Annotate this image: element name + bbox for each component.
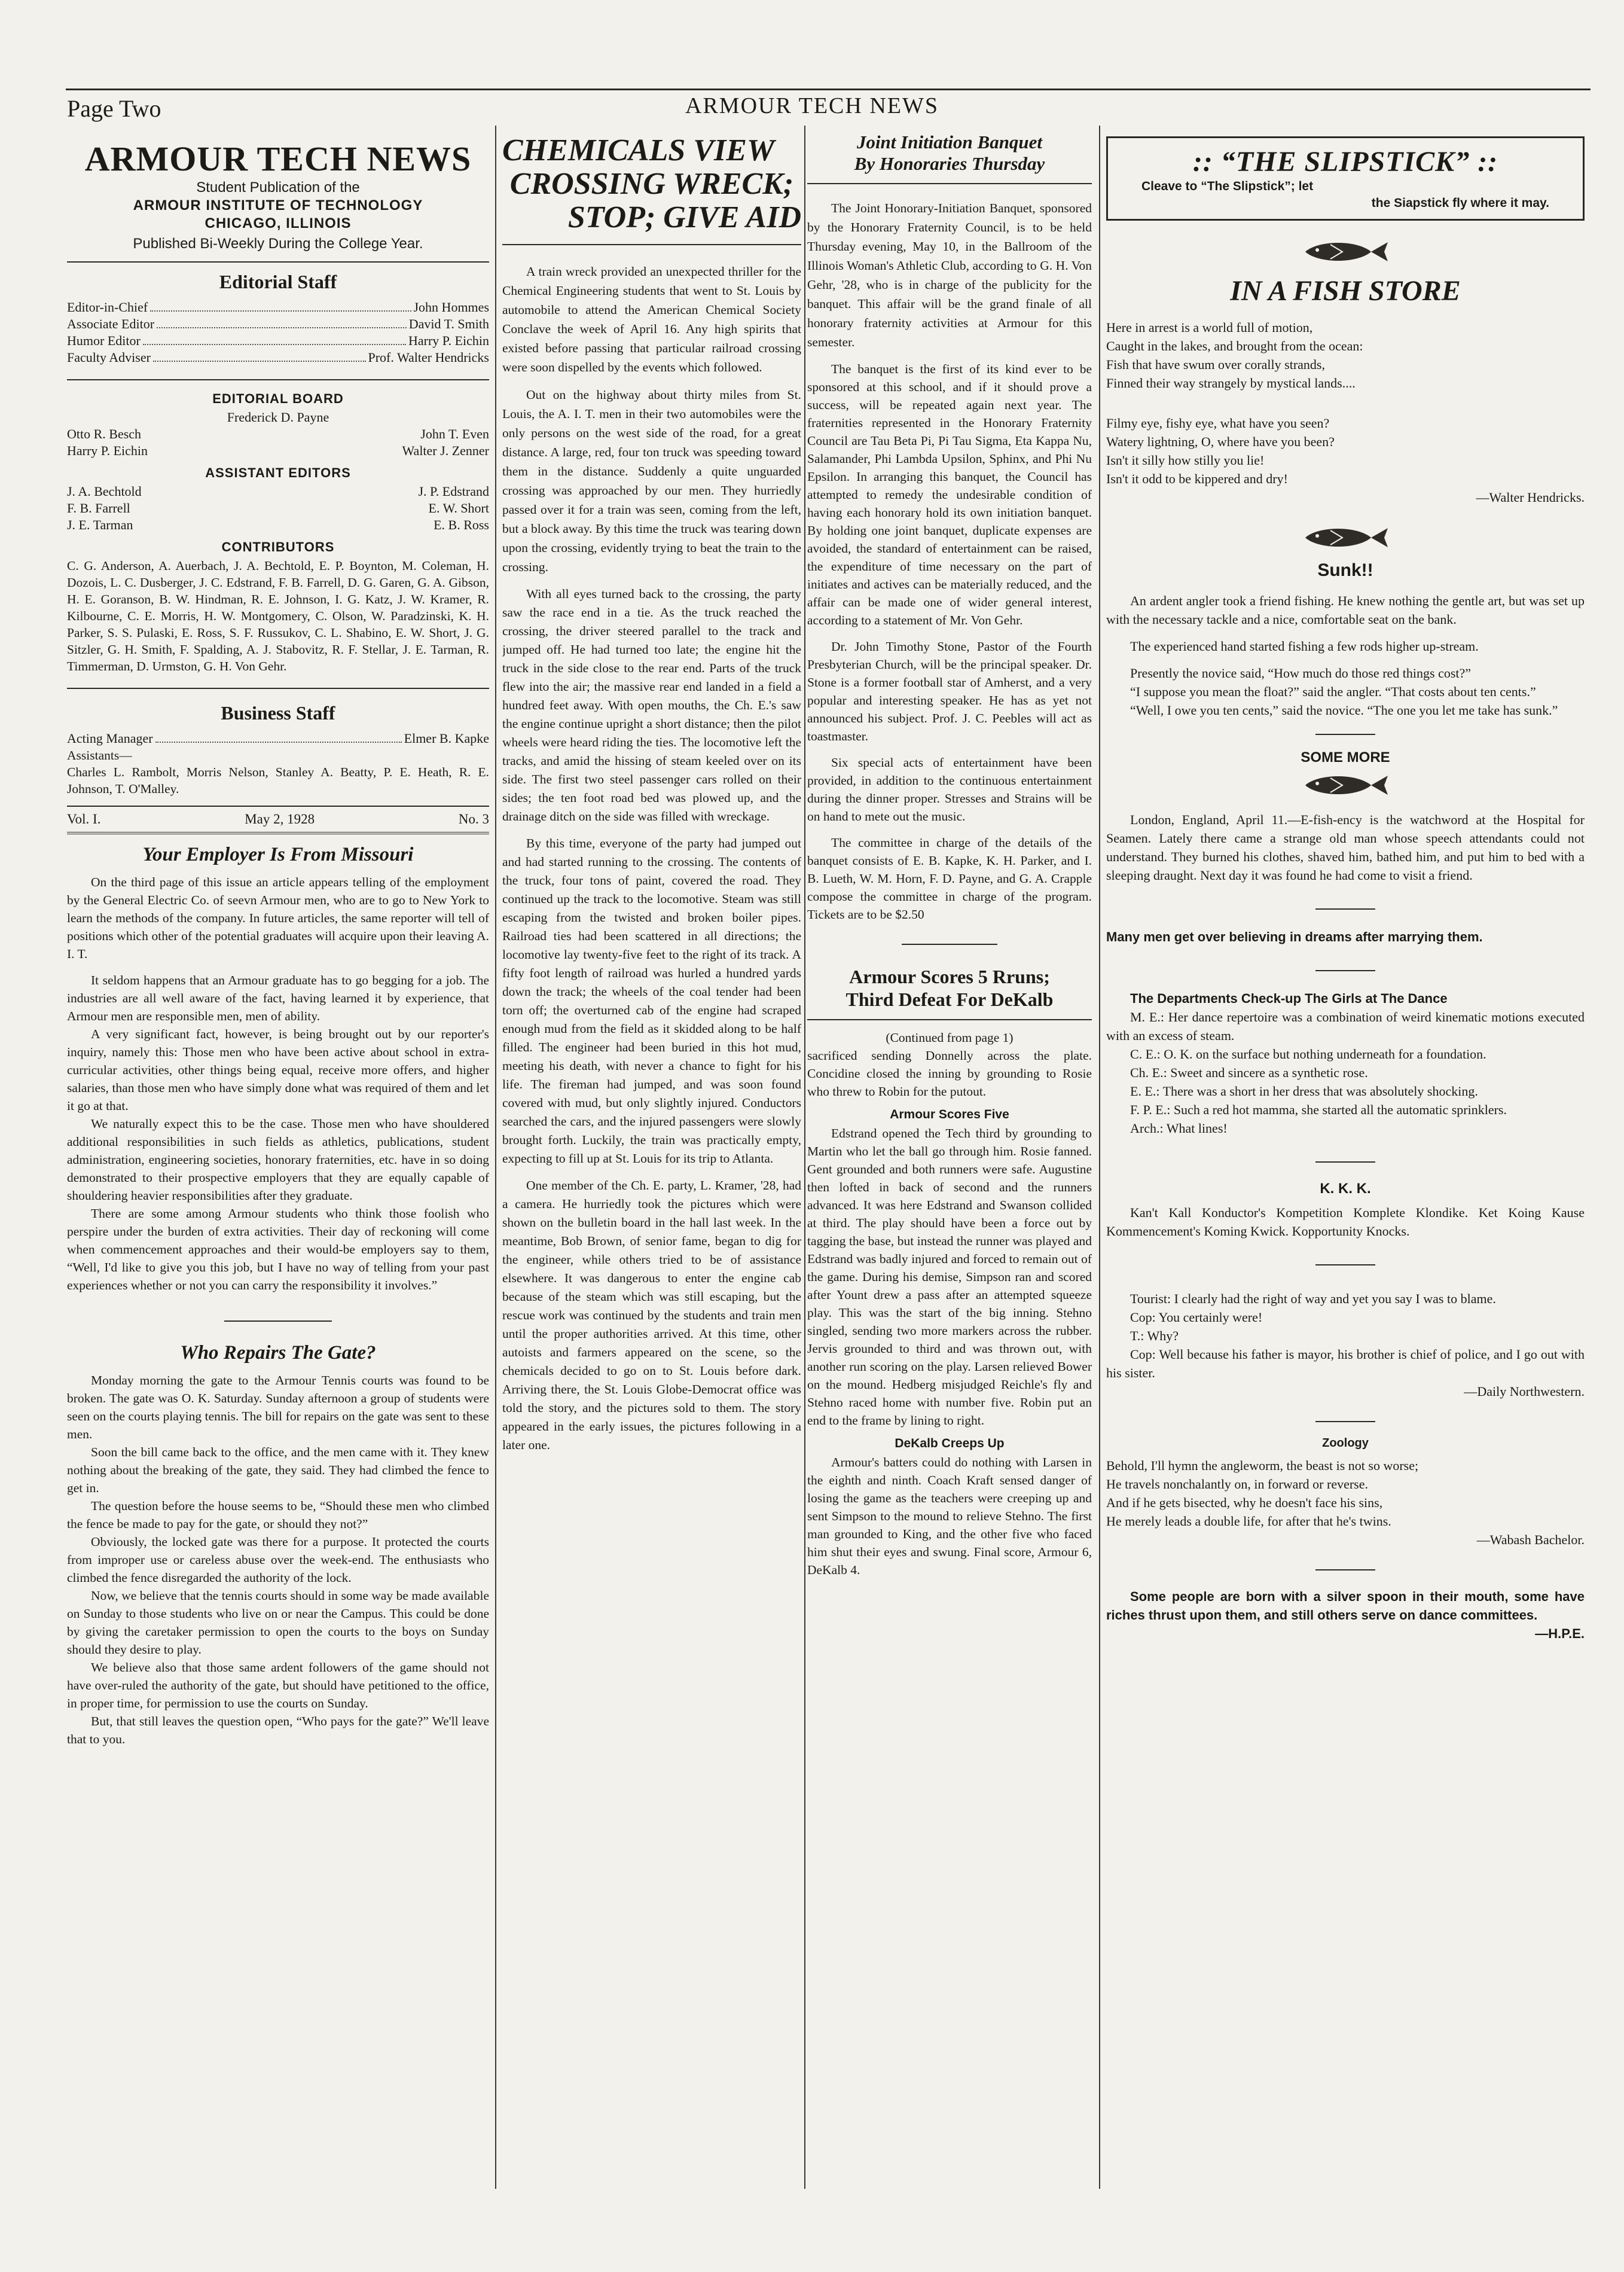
- poem-line: He travels nonchalantly on, in forward or reverse.: [1106, 1477, 1369, 1492]
- poem-line: Finned their way strangely by mystical lands....: [1106, 376, 1356, 391]
- paragraph: “Well, I owe you ten cents,” said the novice. “The one you let me take has sunk.”: [1130, 703, 1558, 718]
- paragraph: Ch. E.: Sweet and sincere as a synthetic rose.: [1130, 1065, 1368, 1080]
- assistant-name: J. A. Bechtold: [67, 484, 142, 499]
- divider: [67, 806, 489, 807]
- paragraph: sacrificed sending Donnelly across the plate. Concidine closed the inning by grounding to Rosie who threw to Robin for the putout.: [807, 1048, 1092, 1099]
- assistant-name: E. B. Ross: [434, 517, 489, 532]
- joke-title: The Departments Check-up The Girls at The Dance: [1130, 991, 1448, 1006]
- assistant-name: J. P. Edstrand: [418, 484, 489, 499]
- section-heading: Business Staff: [221, 702, 335, 724]
- joke-title: Sunk!!: [1317, 560, 1373, 580]
- paragraph: Out on the highway about thirty miles from St. Louis, the A. I. T. men in their two automobiles were the only persons on the west side of the road, for a great distance. A large, red, four ton truck was speeding toward them in the distance. Suddenly a quite unguarded crossing was approached by our men. They hurriedly passed over it for a train was seen, coming from the left, but a block away. By this time the truck was tearing down upon the crossing, evidently trying to beat the train to the crossing.: [502, 388, 801, 574]
- running-head: ARMOUR TECH NEWS: [685, 93, 939, 118]
- staff-role: Editor-in-Chief: [67, 300, 148, 315]
- employer-article: [67, 873, 489, 1294]
- assistant-name: F. B. Farrell: [67, 501, 130, 516]
- paragraph: Presently the novice said, “How much do those red things cost?”: [1130, 666, 1472, 681]
- board-name: John T. Even: [420, 426, 489, 441]
- quip: Many men get over believing in dreams after marrying them.: [1106, 929, 1483, 944]
- poem-line: Isn't it odd to be kippered and dry!: [1106, 471, 1288, 486]
- masthead-line: Student Publication of the: [196, 179, 360, 196]
- column-2: [502, 126, 801, 2219]
- divider: [1315, 908, 1375, 910]
- divider: [1315, 970, 1375, 971]
- slipstick-box: [1106, 136, 1585, 221]
- contributors-heading: CONTRIBUTORS: [221, 539, 335, 554]
- staff-role: Associate Editor: [67, 316, 155, 331]
- article-headline: Joint Initiation Banquet: [856, 132, 1043, 153]
- assistant-name: J. E. Tarman: [67, 517, 133, 532]
- column-rule: [804, 126, 805, 2189]
- paragraph: Now, we believe that the tennis courts should in some way be made available on Sunday to those students who live on or near the Campus. This could be done by giving the caretaker permission to open the courts to the boys on Sunday should they desire to play.: [67, 1588, 489, 1657]
- assistant-row: [67, 483, 489, 500]
- paragraph: Edstrand opened the Tech third by grounding to Martin who let the ball go through him. Rosie fanned. Gent grounded and both runners were safe. Augustine then lofted in back of second and the runners advanced. It was here Edstrand and Swanson collided at third. The play should have been a force out by tagging the base, but instead the runner was played and Edstrand was badly injured and forced to remain out of the game. During his demise, Simpson ran and scored after Yount drew a pass after an attempted squeeze play. This was the start of the big inning. Stehno singled, sending two more markers across the rubber. Jervis grounded to third and was thrown out, with another run scoring on the play. Larsen relieved Bower on the mound. Hedberg misjudged Reichle's fly and Stehno raced home with number five. Robin put an end to the frame by lining to right.: [807, 1126, 1092, 1428]
- staff-name: David T. Smith: [408, 316, 489, 331]
- paragraph: T.: Why?: [1130, 1328, 1179, 1343]
- source: —Wabash Bachelor.: [1476, 1532, 1585, 1547]
- poem-line: Watery lightning, O, where have you been?: [1106, 434, 1335, 449]
- divider: [502, 244, 801, 245]
- poem-title: IN A FISH STORE: [1230, 275, 1461, 307]
- paragraph: E. E.: There was a short in her dress that was absolutely shocking.: [1130, 1084, 1478, 1099]
- quip-signature: —H.P.E.: [1535, 1626, 1585, 1641]
- poem-line: He merely leads a double life, for after that he's twins.: [1106, 1514, 1391, 1529]
- subheading: Armour Scores Five: [890, 1108, 1009, 1121]
- column-rule: [495, 126, 496, 2189]
- sunk-joke: [1106, 591, 1585, 719]
- paragraph: C. E.: O. K. on the surface but nothing underneath for a foundation.: [1130, 1047, 1486, 1062]
- poem-author: —Walter Hendricks.: [1476, 490, 1585, 505]
- article-headline: CROSSING WRECK;: [509, 167, 794, 201]
- joke-title: SOME MORE: [1301, 749, 1390, 766]
- board-row: [67, 426, 489, 443]
- page-label: Page Two: [67, 95, 161, 122]
- column-3: [807, 126, 1092, 2219]
- banquet-article: [807, 199, 1092, 923]
- paragraph: A very significant fact, however, is being brought out by our reporter's inquiry, namely this: Those men who have been active about school in extra-curricular activities, other things being equal, receive more offers, and higher salaries, than those men who have simply done what was required of them and let it go at that.: [67, 1027, 489, 1113]
- subheading: DeKalb Creeps Up: [895, 1437, 1005, 1450]
- chemicals-article: [502, 262, 801, 1454]
- paragraph: One member of the Ch. E. party, L. Kramer, '28, had a camera. He hurriedly took the pictures which were shown on the bulletin board in the hall last week. In the meantime, Bob Brown, of senior fame, began to dig for the engineer, while others tried to be of assistance elsewhere. It was dangerous to enter the engine cab because of the steam which was still escaping, but the rescue work was continued by the students and train men until the proper authorities arrived. At this time, other autoists and farmers appeared on the scene, so the chemicals decided to go on to St. Louis before dark. Arriving there, the St. Louis Globe-Democrat office was told the story, and the pictures sold to them. The story appeared in the early issues, the pictures following in a later one.: [502, 1178, 801, 1452]
- paragraph: But, that still leaves the question open, “Who pays for the gate?” We'll leave that to you.: [67, 1714, 489, 1746]
- divider: [807, 1019, 1092, 1020]
- fish-icon: [1301, 239, 1390, 265]
- section-heading: Editorial Staff: [219, 271, 337, 292]
- paragraph: With all eyes turned back to the crossing, the party saw the race end in a tie. As the truck reached the crossing, the driver steered parallel to the track and jumped off. He had turned too late; the engine hit the truck in the side close to the rear end. Parts of the truck flew into the air; the massive rear end landed in a field a hundred feet away. With open mouths, the Ch. E.'s saw the engine continue upright a short distance; then the pilot wheels were heard riding the ties. The locomotive left the tracks, and amid the hissing of steam keeled over on its side. The first two steel passenger cars rolled on their sides; the ten foot road bed was plowed up, and the drainage ditch on the side was filled with wreckage.: [502, 587, 801, 824]
- poem-title: Zoology: [1322, 1437, 1369, 1450]
- staff-name: Elmer B. Kapke: [404, 731, 489, 746]
- paragraph: An ardent angler took a friend fishing. He knew nothing the gentle art, but was set up with the necessary tackle and a nice, comfortable seat on the bank.: [1106, 593, 1585, 627]
- board-name: Otto R. Besch: [67, 426, 142, 441]
- slipstick-motto: the Siapstick fly where it may.: [1371, 196, 1549, 210]
- masthead-title: ARMOUR TECH NEWS: [84, 139, 472, 178]
- divider: [1315, 1421, 1375, 1422]
- paragraph: There are some among Armour students who think those foolish who perspire under the burden of extra activities. Their day of reckoning will come when commencement approaches and their would-be employers say to them, “Well, I'd like to give you this job, but I have no way of telling from your past experiences whether or not you can carry the responsibility it involves.”: [67, 1206, 489, 1292]
- paragraph: The banquet is the first of its kind ever to be sponsored at this school, and if it should prove a success, will be repeated again next year. The fraternities represented in the Honorary Fraternity Council are Tau Beta Pi, Pi Tau Sigma, Eta Kappa Nu, Salamander, Phi Lambda Upsilon, Sphinx, and Phi Nu Epsilon. In arranging this banquet, the Council has attempted to remedy the undesirable condition of having each honorary hold its own initiation banquet. By holding one joint banquet, duplicate expenses are avoided, the standard of entertainment can be raised, the expenditure of time necessary on the part of initiates and actives can be materially reduced, and the affair can be made one of wider general interest, according to a statement of Mr. Von Gehr.: [807, 362, 1092, 627]
- slipstick-motto: Cleave to “The Slipstick”; let: [1141, 179, 1314, 193]
- staff-role: Faculty Adviser: [67, 350, 151, 365]
- contributors-list: C. G. Anderson, A. Auerbach, J. A. Bechtold, E. P. Boynton, M. Coleman, H. Dozois, L. C. Dusberger, J. C. Edstrand, F. B. Farrell, D. G. Garen, G. A. Gibson, H. E. Goranson, B. W. Hindman, R. E. Johnson, I. G. Katz, J. W. Kramer, R. Kilbourne, C. E. Morris, H. W. Montgomery, C. Olson, W. Paradzinski, K. H. Parker, S. S. Pulaski, E. Ross, S. F. Russukov, C. L. Shabino, E. W. Short, J. G. Sitzler, G. H. Smith, F. Spalding, A. J. Stabovitz, R. F. Stellar, J. E. Tarman, R. Timmerman, D. Urmston, G. H. Von Gehr.: [67, 559, 489, 673]
- issue-date: May 2, 1928: [245, 812, 315, 827]
- board-row: [67, 443, 489, 459]
- paragraph: Dr. John Timothy Stone, Pastor of the Fourth Presbyterian Church, will be the principal speaker. Dr. Stone is a former football star of Amherst, and a very popular and interesting speaker. He has as yet not announced his subject. Prof. J. C. Peebles will act as toastmaster.: [807, 639, 1092, 743]
- board-name: Frederick D. Payne: [227, 410, 329, 425]
- article-headline: CHEMICALS VIEW: [502, 133, 775, 167]
- staff-row: [67, 299, 489, 316]
- column-1: [67, 126, 489, 2219]
- article-headline: Who Repairs The Gate?: [180, 1342, 376, 1364]
- poem-line: Fish that have swum over corally strands,: [1106, 357, 1325, 372]
- divider: [807, 183, 1092, 184]
- divider: [1315, 1264, 1375, 1265]
- assistants-list: Charles L. Rambolt, Morris Nelson, Stanley A. Beatty, P. E. Heath, R. E. Johnson, T. O'Malley.: [67, 765, 489, 796]
- staff-name: Harry P. Eichin: [408, 333, 489, 348]
- paragraph: Armour's batters could do nothing with Larsen in the eighth and ninth. Coach Kraft sensed danger of losing the game as the teachers were creeping up and sent Simpson to the mound to relieve Stehno. The first man grounded to King, and the other five who faced him shut their eyes and swung. Final score, Armour 6, DeKalb 4.: [807, 1455, 1092, 1577]
- divider: [1315, 1161, 1375, 1163]
- board-name: Walter J. Zenner: [402, 443, 489, 458]
- source: —Daily Northwestern.: [1464, 1384, 1585, 1399]
- article-headline: STOP; GIVE AID: [567, 200, 801, 234]
- staff-row: [67, 333, 489, 349]
- assistant-name: E. W. Short: [428, 501, 489, 516]
- paragraph: We naturally expect this to be the case. Those men who have shouldered additional responsibilities in such fields as athletics, publications, student administration, engineering societies, honorary fraternities, etc. have in so doing demonstrated to their prospective employers that they are equally capable of shouldering heavier responsibilities after they graduate.: [67, 1117, 489, 1203]
- staff-role: Humor Editor: [67, 333, 141, 348]
- paragraph: The question before the house seems to be, “Should these men who climbed the fence be made to pay for the gate, or should they not?”: [67, 1499, 489, 1531]
- quip: Some people are born with a silver spoon in their mouth, some have riches thrust upon them, and still others serve on dance committees.: [1106, 1589, 1585, 1623]
- divider: [1315, 1569, 1375, 1570]
- joke-title: K. K. K.: [1320, 1181, 1371, 1197]
- column-4-slipstick: [1106, 126, 1585, 2219]
- assistant-heading: ASSISTANT EDITORS: [205, 465, 351, 480]
- paragraph: Kan't Kall Konductor's Kompetition Komplete Klondike. Ket Koing Kause Kommencement's Koming Kwick. Kopportunity Knocks.: [1106, 1205, 1585, 1239]
- assistants-label: Assistants—: [67, 748, 132, 763]
- baseball-article: [807, 1029, 1092, 1579]
- divider: [67, 261, 489, 263]
- departments-joke: [1106, 1008, 1585, 1137]
- zoology-poem: [1106, 1456, 1585, 1549]
- masthead-line: ARMOUR INSTITUTE OF TECHNOLOGY: [133, 197, 423, 214]
- poem-line: Isn't it silly how stilly you lie!: [1106, 453, 1265, 468]
- staff-row: [67, 316, 489, 333]
- staff-role: Acting Manager: [67, 731, 153, 746]
- board-heading: EDITORIAL BOARD: [212, 391, 344, 406]
- paragraph: By this time, everyone of the party had jumped out and had started running to the crossing. The contents of the truck, four tons of paint, covered the road. They continued up the track to the locomotive. Steam was still escaping from the twisted and broken boiler pipes. Railroad ties had been scattered in all directions; the locomotive lay twenty-five feet to the right of its track. A fifty foot length of railroad was hurled a hundred yards down the track; the wheels of the coal tender had been torn off; the overturned cab of the engine had scraped enough mud from the field as it skidded along to be half filled. The engineer had been buried in this hot mud, meeting his death, with never a chance to fight for his life. The fireman had jumped, and was soon found covered with mud, but only slightly injured. Conductors searched the cars, and the injured passengers were slowly brought forth. Luckily, the train was practically empty, expecting to fill up at St. Louis for its trip to Atlanta.: [502, 836, 801, 1166]
- issue-line: [67, 809, 489, 829]
- divider: [224, 1320, 332, 1322]
- staff-row: [67, 349, 489, 366]
- issue-number: No. 3: [458, 812, 489, 827]
- masthead-line: Published Bi-Weekly During the College Year.: [133, 236, 423, 252]
- continued-note: (Continued from page 1): [886, 1030, 1014, 1045]
- paragraph: Cop: You certainly were!: [1130, 1310, 1263, 1325]
- article-headline: Third Defeat For DeKalb: [845, 989, 1054, 1010]
- fish-store-poem: [1106, 318, 1585, 507]
- divider: [67, 832, 489, 834]
- tourist-joke: [1106, 1289, 1585, 1401]
- poem-line: Filmy eye, fishy eye, what have you seen?: [1106, 416, 1330, 431]
- paragraph: “I suppose you mean the float?” said the angler. “That costs about ten cents.”: [1130, 684, 1536, 699]
- board-name: Harry P. Eichin: [67, 443, 148, 458]
- paragraph: Cop: Well because his father is mayor, his brother is chief of police, and I go out with his sister.: [1106, 1347, 1585, 1380]
- paragraph: Soon the bill came back to the office, and the men came with it. They knew nothing about the breaking of the gate, they said. They had climbed the fence to get in.: [67, 1445, 489, 1495]
- paragraph: F. P. E.: Such a red hot mamma, she started all the automatic sprinklers.: [1130, 1102, 1507, 1117]
- article-headline: Your Employer Is From Missouri: [142, 844, 414, 865]
- fish-icon: [1301, 524, 1390, 551]
- paragraph: London, England, April 11.—E-fish-ency is the watchword at the Hospital for Seamen. Lately there came a strange old man whose speech attendants could not understand. They burned his clothes, shaved him, bathed him, and put him to bed with a sleeping draught. Next day it was found he had come to visit a friend.: [1106, 812, 1585, 883]
- fish-icon: [1301, 772, 1390, 798]
- poem-line: And if he gets bisected, why he doesn't face his sins,: [1106, 1495, 1383, 1510]
- paragraph: Six special acts of entertainment have been provided, in addition to the continuous entertainment during the dinner proper. Stresses and Strains will be on hand to mete out the music.: [807, 755, 1092, 824]
- divider: [67, 379, 489, 380]
- column-rule: [1099, 126, 1100, 2189]
- poem-line: Caught in the lakes, and brought from the ocean:: [1106, 338, 1363, 353]
- paragraph: A train wreck provided an unexpected thriller for the Chemical Engineering students that went to St. Louis by automobile to attend the American Chemical Society Conclave the week of April 16. Any high spirits that existed before passing that particular railroad crossing were soon dispelled by the events which followed.: [502, 264, 801, 374]
- paragraph: Tourist: I clearly had the right of way and yet you say I was to blame.: [1130, 1291, 1496, 1306]
- masthead-line: CHICAGO, ILLINOIS: [204, 215, 352, 231]
- paragraph: Obviously, the locked gate was there for a purpose. It protected the courts from improper use or careless abuse over the week-end. The enthusiasts who climbed the fence disregarded the authority of the lock.: [67, 1535, 489, 1585]
- staff-name: Prof. Walter Hendricks: [368, 350, 489, 365]
- divider: [1315, 734, 1375, 735]
- poem-line: Here in arrest is a world full of motion,: [1106, 320, 1313, 335]
- poem-line: Behold, I'll hymn the angleworm, the beast is not so worse;: [1106, 1458, 1419, 1473]
- paragraph: Arch.: What lines!: [1130, 1121, 1228, 1136]
- slipstick-title: :: “THE SLIPSTICK” ::: [1192, 146, 1498, 178]
- staff-name: John Hommes: [413, 300, 489, 315]
- paragraph: The committee in charge of the details of the banquet consists of E. B. Kapke, K. H. Parker, and I. B. Lueth, W. M. Horn, F. D. Payne, and G. A. Crapple compose the committee in charge of the program. Tickets are to be $2.50: [807, 835, 1092, 922]
- business-row: [67, 730, 489, 747]
- top-rule: [66, 89, 1591, 90]
- staff-list: [67, 299, 489, 366]
- paragraph: Monday morning the gate to the Armour Tennis courts was found to be broken. The gate was O. K. Saturday. Sunday afternoon a group of students were seen on the courts playing tennis. The bill for repairs on the gate was sent to these men.: [67, 1373, 489, 1441]
- paragraph: The Joint Honorary-Initiation Banquet, sponsored by the Honorary Fraternity Council, is to be held Thursday evening, May 10, in the Ballroom of the Illinois Woman's Athletic Club, according to G. H. Von Gehr, '28, who is in charge of the publicity for the banquet. This affair will be the grand finale of all honorary fraternity activities at Armour for this semester.: [807, 201, 1092, 349]
- assistant-row: [67, 500, 489, 517]
- board-lead: [67, 409, 489, 426]
- article-headline: By Honoraries Thursday: [854, 153, 1045, 174]
- paragraph: M. E.: Her dance repertoire was a combination of weird kinematic motions executed with an excess of steam.: [1106, 1010, 1585, 1043]
- article-headline: Armour Scores 5 Rruns;: [849, 966, 1050, 987]
- paragraph: On the third page of this issue an article appears telling of the employment by the General Electric Co. of seevn Armour men, who are to go to New York to learn the methods of the company. In future articles, the same reporter will tell of positions which other of the potential graduates will acquire upon their leaving A. I. T.: [67, 875, 489, 961]
- volume: Vol. I.: [67, 812, 101, 827]
- paragraph: We believe also that those same ardent followers of the game should not have over-ruled the authority of the gate, but should have petitioned to the office, in proper time, for permission to use the courts on Sunday.: [67, 1660, 489, 1710]
- assistant-row: [67, 517, 489, 533]
- divider: [902, 944, 997, 945]
- paragraph: The experienced hand started fishing a few rods higher up-stream.: [1130, 639, 1479, 654]
- paragraph: It seldom happens that an Armour graduate has to go begging for a job. The industries are all well aware of the fact, having learned it by experience, that Armour men are responsible men, men of ability.: [67, 973, 489, 1023]
- divider: [67, 688, 489, 689]
- gate-article: [67, 1371, 489, 1748]
